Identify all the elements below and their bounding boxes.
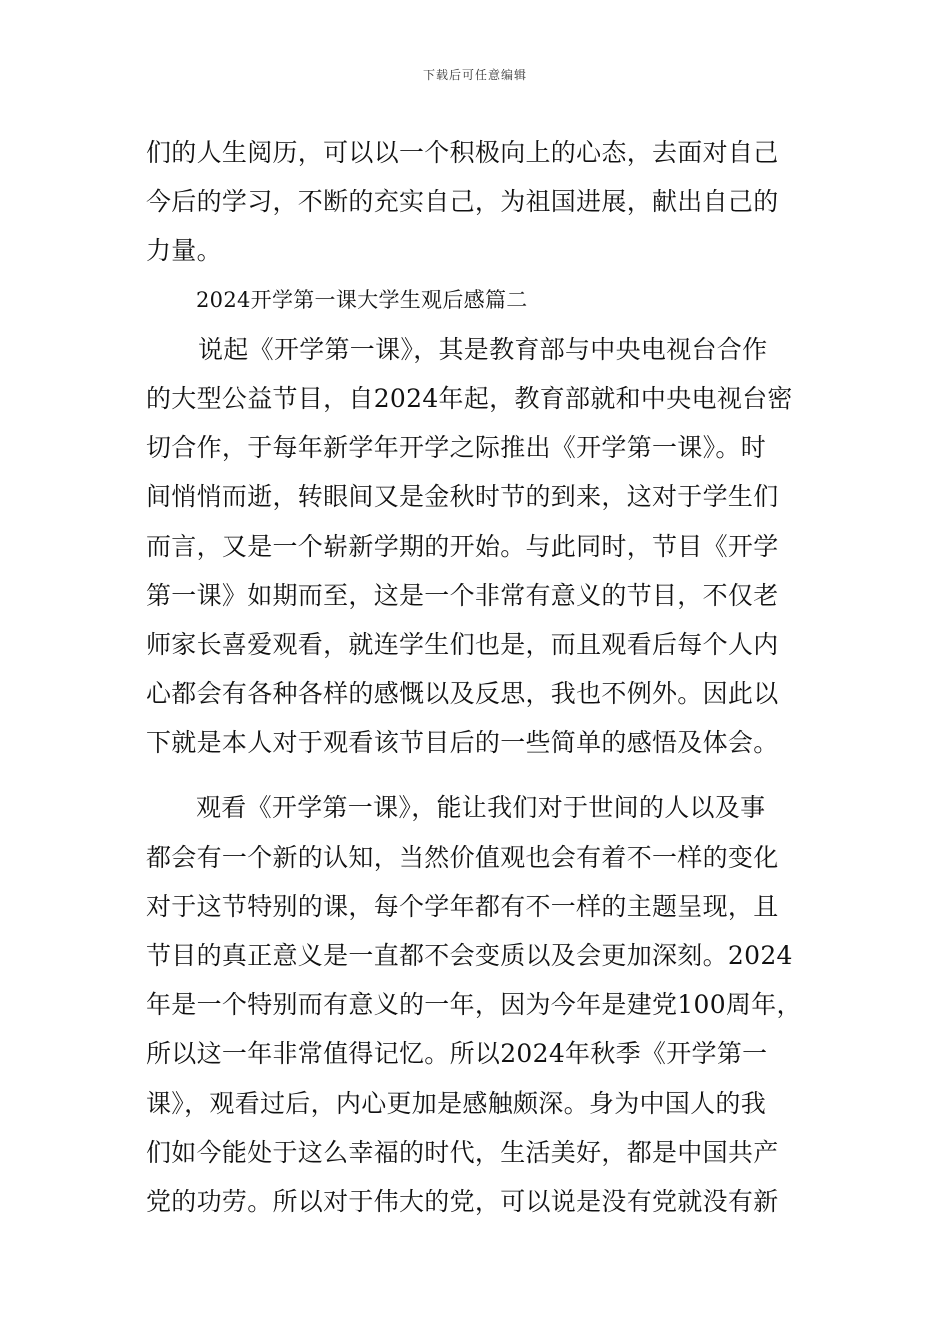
section-heading: 2024开学第一课大学生观后感篇二 [196, 287, 528, 312]
text-line: 的大型公益节目，自2024年起，教育部就和中央电视台密 [146, 383, 793, 413]
text-line: 力量。 [146, 236, 222, 266]
paragraph-first-line: 观看《开学第一课》，能让我们对于世间的人以及事 [196, 793, 766, 823]
text-line: 所以这一年非常值得记忆。所以2024年秋季《开学第一 [146, 1039, 768, 1069]
text-line: 对于这节特别的课，每个学年都有不一样的主题呈现，且 [146, 891, 779, 921]
text-line: 心都会有各种各样的感慨以及反思，我也不例外。因此以 [146, 679, 779, 709]
text-line: 课》，观看过后，内心更加是感触颇深。身为中国人的我 [146, 1088, 767, 1118]
text-line: 党的功劳。所以对于伟大的党，可以说是没有党就没有新 [146, 1186, 779, 1216]
download-note: 下载后可任意编辑 [422, 68, 527, 82]
paragraph-gap [146, 767, 810, 783]
text-line: 都会有一个新的认知，当然价值观也会有着不一样的变化 [146, 842, 779, 872]
text-line: 而言，又是一个崭新学期的开始。与此同时，节目《开学 [146, 531, 779, 561]
text-line: 们如今能处于这么幸福的时代，生活美好，都是中国共产 [146, 1137, 779, 1167]
text-line: 切合作，于每年新学年开学之际推出《开学第一课》。时 [146, 433, 767, 463]
text-line: 年是一个特别而有意义的一年，因为今年是建党100周年， [146, 990, 802, 1020]
text-line: 今后的学习，不断的充实自己，为祖国进展，献出自己的 [146, 187, 779, 217]
text-line: 下就是本人对于观看该节目后的一些简单的感悟及体会。 [146, 728, 779, 758]
text-line: 节目的真正意义是一直都不会变质以及会更加深刻。2024 [146, 941, 793, 970]
text-line: 师家长喜爱观看，就连学生们也是，而且观看后每个人内 [146, 629, 779, 659]
text-line: 第一课》如期而至，这是一个非常有意义的节目，不仅老 [146, 580, 779, 610]
text-line: 间悄悄而逝，转眼间又是金秋时节的到来，这对于学生们 [146, 482, 779, 512]
paragraph-first-line: 说起《开学第一课》，其是教育部与中央电视台合作 [198, 334, 768, 364]
text-line: 们的人生阅历，可以以一个积极向上的心态，去面对自己 [146, 138, 779, 167]
article-body [146, 128, 810, 1226]
